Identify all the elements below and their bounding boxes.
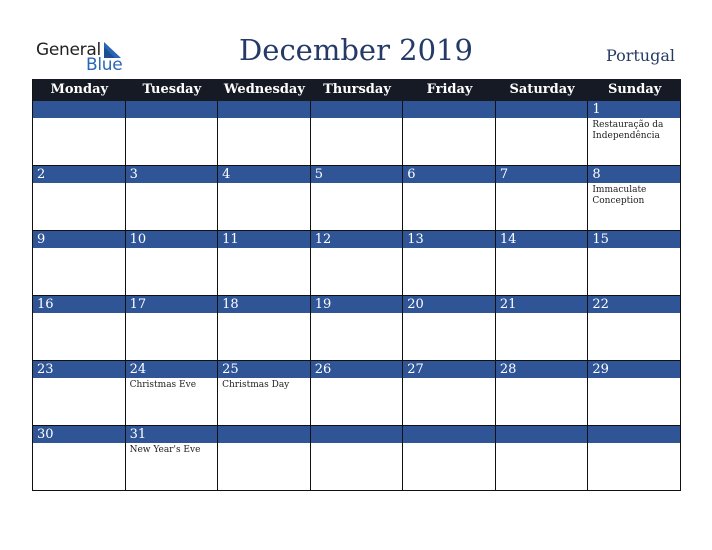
- day-number: 29: [588, 361, 680, 378]
- day-number: 19: [311, 296, 403, 313]
- day-number: 11: [218, 231, 310, 248]
- day-number: [403, 101, 495, 118]
- holiday-label: Christmas Day: [222, 380, 290, 390]
- day-number: 14: [496, 231, 588, 248]
- holiday-label: [33, 183, 125, 185]
- day-number: 16: [33, 296, 125, 313]
- day-cell: [403, 361, 496, 426]
- day-number: 20: [403, 296, 495, 313]
- day-number: [496, 426, 588, 443]
- weekday-header: Thursday: [323, 82, 391, 97]
- holiday-label: [403, 313, 495, 315]
- holiday-label: [403, 443, 495, 445]
- day-number: 17: [126, 296, 218, 313]
- day-cell: [218, 231, 311, 296]
- day-number: 9: [33, 231, 125, 248]
- calendar-title: December 2019: [239, 33, 473, 67]
- day-number: 12: [311, 231, 403, 248]
- day-number: [218, 101, 310, 118]
- holiday-label: [496, 313, 588, 315]
- day-cell: [311, 166, 404, 231]
- week-row: [33, 166, 681, 231]
- day-cell: [588, 361, 681, 426]
- holiday-label: [218, 313, 310, 315]
- holiday-label: [33, 378, 125, 380]
- weekday-header: Saturday: [509, 82, 575, 97]
- day-number: 15: [588, 231, 680, 248]
- day-cell: [588, 166, 681, 231]
- holiday-label: [33, 443, 125, 445]
- holiday-label: [403, 378, 495, 380]
- holiday-label: [126, 183, 218, 185]
- holiday-label: [218, 248, 310, 250]
- day-cell: [588, 101, 681, 166]
- day-cell: [588, 231, 681, 296]
- holiday-label: [588, 378, 680, 380]
- day-cell: [311, 101, 404, 166]
- day-number: [311, 426, 403, 443]
- day-cell: [496, 166, 589, 231]
- week-row: [33, 296, 681, 361]
- day-cell: [588, 426, 681, 491]
- weekday-header: Monday: [50, 82, 109, 97]
- holiday-label: [311, 313, 403, 315]
- holiday-label: [496, 378, 588, 380]
- day-number: [588, 426, 680, 443]
- day-number: 10: [126, 231, 218, 248]
- holiday-label: [403, 118, 495, 120]
- holiday-label: [33, 313, 125, 315]
- day-cell: [126, 296, 219, 361]
- day-number: 7: [496, 166, 588, 183]
- month-calendar: [32, 79, 681, 491]
- holiday-label: [218, 118, 310, 120]
- day-number: 8: [588, 166, 680, 183]
- day-number: 28: [496, 361, 588, 378]
- day-number: [218, 426, 310, 443]
- day-number: [33, 101, 125, 118]
- holiday-label: [496, 183, 588, 185]
- holiday-label: [588, 248, 680, 250]
- weekday-header: Tuesday: [142, 82, 202, 97]
- day-cell: [33, 361, 126, 426]
- day-cell: [496, 361, 589, 426]
- day-cell: [218, 166, 311, 231]
- week-row: [33, 426, 681, 491]
- holiday-label: [311, 378, 403, 380]
- day-number: 24: [126, 361, 218, 378]
- day-cell: [311, 426, 404, 491]
- holiday-label: [311, 443, 403, 445]
- holiday-label: [496, 443, 588, 445]
- day-cell: [311, 361, 404, 426]
- day-number: 6: [403, 166, 495, 183]
- day-cell: [33, 426, 126, 491]
- weeks-grid: [33, 101, 681, 491]
- day-number: 22: [588, 296, 680, 313]
- country-label: Portugal: [605, 46, 675, 65]
- weekday-header: Wednesday: [223, 82, 305, 97]
- holiday-label: New Year's Eve: [129, 445, 201, 455]
- day-number: 18: [218, 296, 310, 313]
- holiday-label: [33, 118, 125, 120]
- week-row: [33, 231, 681, 296]
- day-number: 21: [496, 296, 588, 313]
- day-cell: [496, 101, 589, 166]
- day-number: 13: [403, 231, 495, 248]
- day-cell: [126, 101, 219, 166]
- day-cell: [126, 166, 219, 231]
- holiday-label: Immaculate Conception: [592, 185, 647, 206]
- day-cell: [403, 166, 496, 231]
- week-row: [33, 101, 681, 166]
- day-cell: [33, 101, 126, 166]
- weekday-header-row: [33, 79, 681, 101]
- day-number: 4: [218, 166, 310, 183]
- holiday-label: [218, 183, 310, 185]
- day-number: [496, 101, 588, 118]
- holiday-label: [218, 443, 310, 445]
- day-cell: [33, 166, 126, 231]
- day-cell: [588, 296, 681, 361]
- holiday-label: [126, 313, 218, 315]
- weekday-header: Friday: [426, 82, 473, 97]
- day-cell: [218, 361, 311, 426]
- day-number: 3: [126, 166, 218, 183]
- day-number: 27: [403, 361, 495, 378]
- holiday-label: Restauração da Independência: [592, 120, 664, 141]
- day-number: 25: [218, 361, 310, 378]
- holiday-label: [311, 183, 403, 185]
- day-number: 1: [588, 101, 680, 118]
- day-cell: [218, 296, 311, 361]
- holiday-label: [126, 248, 218, 250]
- week-row: [33, 361, 681, 426]
- day-number: 2: [33, 166, 125, 183]
- day-cell: [403, 426, 496, 491]
- day-cell: [496, 231, 589, 296]
- day-number: 26: [311, 361, 403, 378]
- day-cell: [126, 231, 219, 296]
- day-number: [126, 101, 218, 118]
- day-cell: [218, 426, 311, 491]
- day-cell: [496, 426, 589, 491]
- holiday-label: [403, 248, 495, 250]
- holiday-label: [311, 248, 403, 250]
- day-cell: [403, 101, 496, 166]
- day-number: 5: [311, 166, 403, 183]
- day-cell: [33, 296, 126, 361]
- day-cell: [403, 296, 496, 361]
- holiday-label: [33, 248, 125, 250]
- day-number: [403, 426, 495, 443]
- day-cell: [126, 426, 219, 491]
- day-cell: [403, 231, 496, 296]
- day-cell: [311, 296, 404, 361]
- day-number: 30: [33, 426, 125, 443]
- day-cell: [496, 296, 589, 361]
- day-cell: [311, 231, 404, 296]
- day-cell: [33, 231, 126, 296]
- day-number: 23: [33, 361, 125, 378]
- logo-text-blue: Blue: [86, 55, 123, 75]
- holiday-label: [588, 313, 680, 315]
- holiday-label: Christmas Eve: [129, 380, 197, 390]
- holiday-label: [496, 118, 588, 120]
- weekday-header: Sunday: [607, 82, 662, 97]
- logo-text-general: General: [36, 40, 101, 60]
- holiday-label: [588, 443, 680, 445]
- day-number: 31: [126, 426, 218, 443]
- holiday-label: [126, 118, 218, 120]
- day-number: [311, 101, 403, 118]
- day-cell: [218, 101, 311, 166]
- holiday-label: [311, 118, 403, 120]
- holiday-label: [403, 183, 495, 185]
- day-cell: [126, 361, 219, 426]
- holiday-label: [496, 248, 588, 250]
